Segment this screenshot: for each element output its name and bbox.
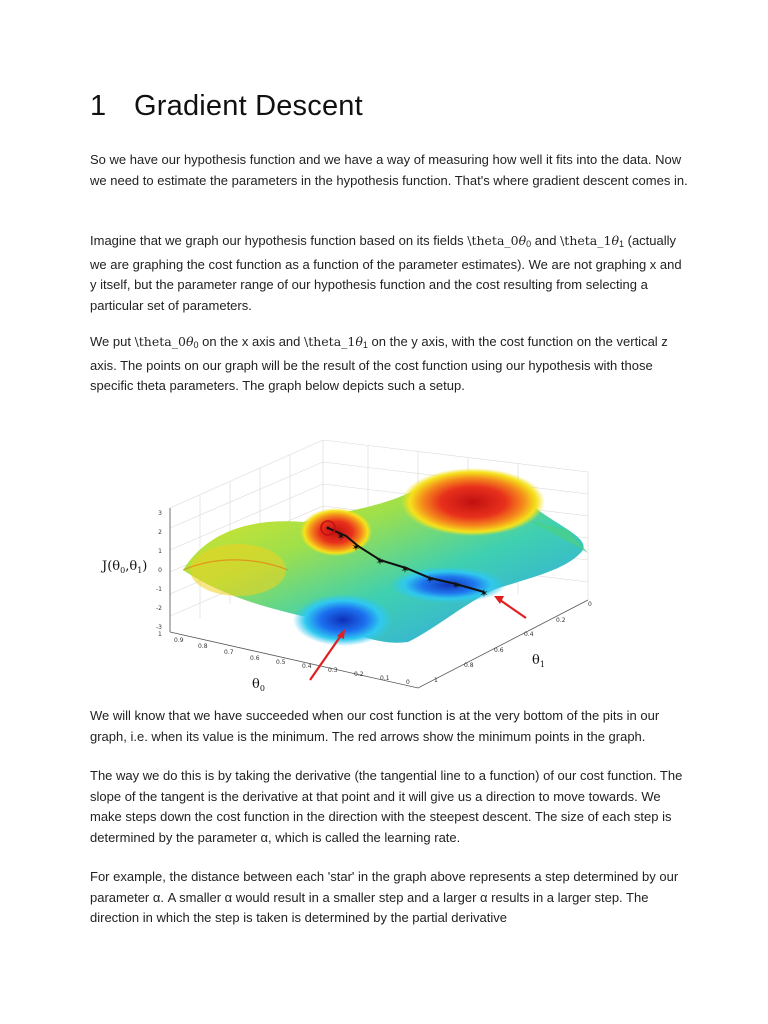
y-tick: 0.4	[524, 631, 534, 638]
svg-text:✶: ✶	[451, 580, 461, 592]
y-tick: 0.6	[494, 647, 504, 654]
surface-shoulder-left	[190, 544, 286, 596]
x-tick: 0	[406, 679, 410, 686]
surface-peak-right	[401, 468, 545, 536]
z-axis-ticks	[156, 510, 162, 631]
x-axis-label: $\theta_0$	[252, 677, 265, 693]
math-theta0-subscript: 0	[526, 239, 532, 249]
x-tick: 0.8	[198, 643, 208, 650]
math-theta0-source: \theta_0	[134, 334, 186, 349]
math-theta1-source: \theta_1	[304, 334, 356, 349]
arrow-minimum-right	[500, 600, 526, 618]
math-theta1-source: \theta_1	[560, 233, 612, 248]
z-axis-label: $J(\theta_0,\theta_1)$	[102, 559, 148, 575]
section-number: 1	[90, 90, 107, 122]
math-theta1-subscript: 1	[618, 239, 624, 249]
z-tick: 3	[158, 510, 162, 517]
math-theta0-symbol: θ	[518, 233, 527, 248]
y-tick: 0.8	[464, 662, 474, 669]
paragraph-derivative: The way we do this is by taking the derivative (the tangential line to a function) of our cost function. The slope of the tangent is the derivative at that point and it will give us a direction to move towards. We make steps down the cost function in the direction with the steepest descent. The size of each step is determined by the parameter α, which is called the learning rate.	[90, 768, 683, 845]
cost-surface-figure	[88, 410, 688, 710]
z-tick: -3	[156, 624, 162, 631]
y-axis-ticks	[434, 601, 592, 684]
math-theta0-source: \theta_0	[467, 233, 519, 248]
x-tick: 0.4	[302, 663, 312, 670]
x-tick: 1	[158, 631, 162, 638]
z-tick: 0	[158, 567, 162, 574]
paragraph-axes: We put $\backslash theta\_0\theta_0$ on the x axis and $\backslash theta\_1\theta_1$ on the y axis, with the cost function on the vertical z axis. The points on our graph will be the result of the cost function using our hypothesis with those specific theta parameters. The graph below depicts such a setup.	[90, 334, 668, 393]
svg-text:✶: ✶	[479, 588, 489, 600]
x-tick: 0.9	[174, 637, 184, 644]
section-title: Gradient Descent	[134, 90, 363, 122]
paragraph-intro: So we have our hypothesis function and we have a way of measuring how well it fits into the data. Now we need to estimate the parameters in the hypothesis function. That's where gradient descent comes in.	[90, 152, 688, 188]
math-theta1-symbol: θ	[611, 233, 619, 248]
svg-text:✶: ✶	[336, 531, 346, 543]
y-axis-label: $\theta_1$	[532, 653, 545, 669]
svg-text:✶: ✶	[375, 556, 385, 568]
x-tick: 0.7	[224, 649, 234, 656]
y-tick: 0	[588, 601, 592, 608]
x-tick: 0.2	[354, 671, 364, 678]
paragraph-graph-hypothesis: Imagine that we graph our hypothesis function based on its fields $\backslash theta\_0\theta_0$ and $\backslash theta\_1\theta_1$ (actually we are graphing the cost function as a function of the parameter estimates). We are not graphing x and y itself, but the parameter range of our hypothesis function and the cost resulting from selecting a particular set of parameters.	[90, 233, 682, 313]
math-theta0-subscript: 0	[193, 340, 199, 350]
cost-surface-plot	[88, 410, 688, 710]
svg-text:✶: ✶	[351, 542, 361, 554]
paragraph-minimum: We will know that we have succeeded when our cost function is at the very bottom of the pits in our graph, i.e. when its value is the minimum. The red arrows show the minimum points in the graph.	[90, 708, 660, 744]
y-tick: 1	[434, 677, 438, 684]
y-tick: 0.2	[556, 617, 566, 624]
section-heading	[90, 90, 363, 123]
z-tick: 1	[158, 548, 162, 555]
cost-surface	[183, 468, 588, 646]
math-theta1-symbol: θ	[355, 334, 363, 349]
z-tick: -1	[156, 586, 162, 593]
paragraph-step-example: For example, the distance between each 'star' in the graph above represents a step determined by our parameter α. A smaller α would result in a smaller step and a larger α results in a larger step. The direction in which the step is taken is determined by the partial derivative	[90, 869, 679, 925]
math-theta0-symbol: θ	[185, 334, 194, 349]
x-tick: 0.1	[380, 675, 390, 682]
svg-text:✶: ✶	[425, 574, 435, 586]
x-tick: 0.3	[328, 667, 338, 674]
x-tick: 0.5	[276, 659, 286, 666]
math-theta1-subscript: 1	[362, 340, 368, 350]
svg-text:✶: ✶	[400, 564, 410, 576]
z-tick: -2	[156, 605, 162, 612]
x-tick: 0.6	[250, 655, 260, 662]
z-tick: 2	[158, 529, 162, 536]
